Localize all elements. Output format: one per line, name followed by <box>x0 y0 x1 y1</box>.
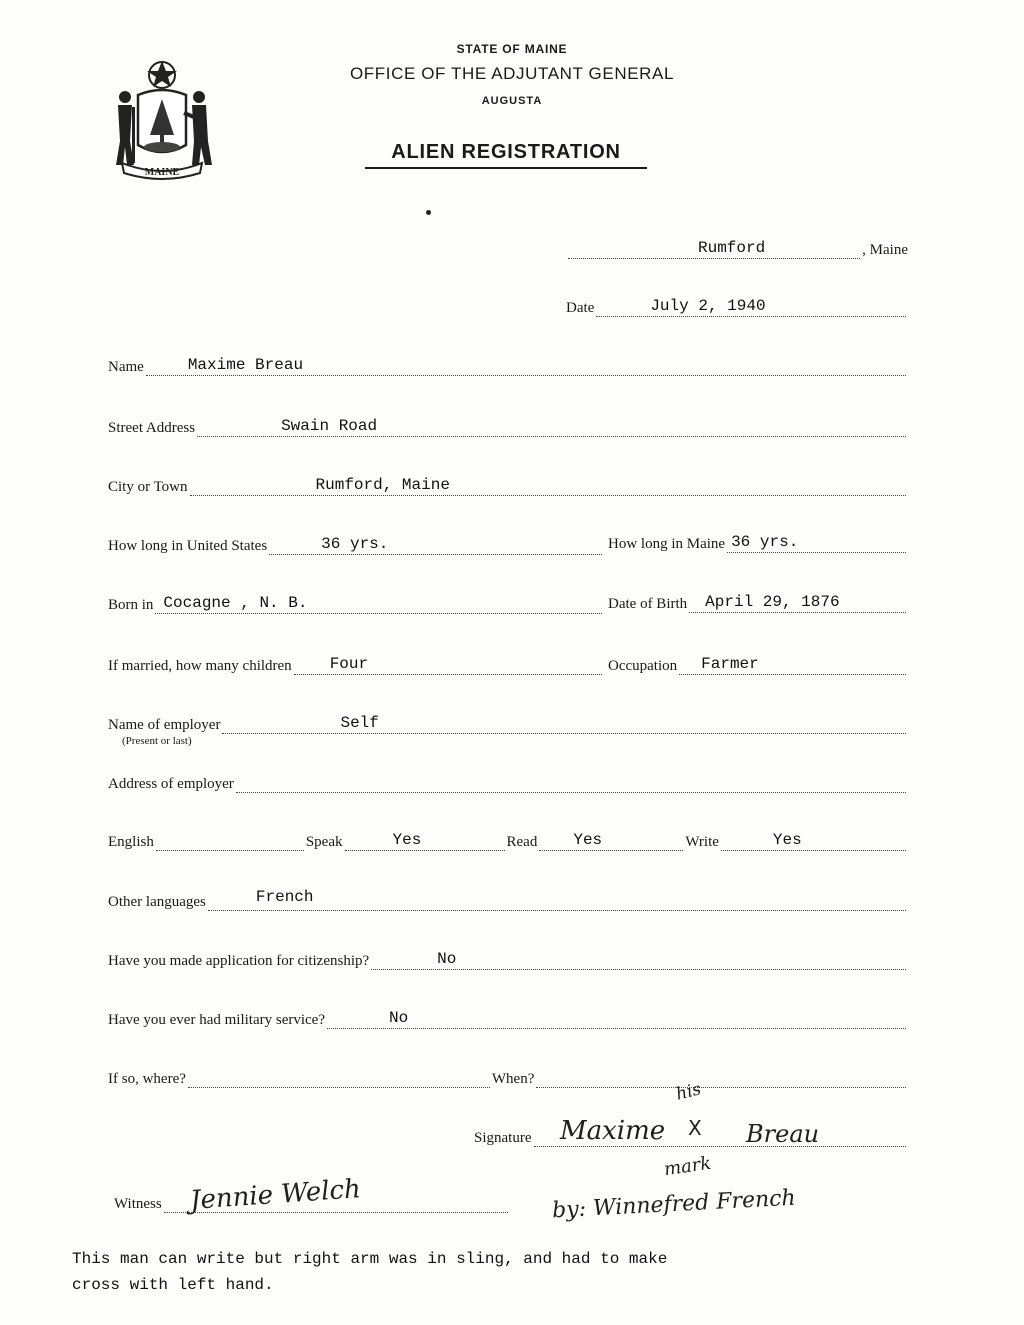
city-field[interactable] <box>190 475 906 496</box>
note-line-2: cross with left hand. <box>72 1276 274 1294</box>
name-label: Name <box>108 359 144 375</box>
town-field[interactable] <box>568 238 860 259</box>
dob-value: April 29, 1876 <box>705 593 840 611</box>
header-city: AUGUSTA <box>481 95 543 107</box>
city-row <box>108 475 908 496</box>
street-value: Swain Road <box>281 417 378 435</box>
stray-dot <box>426 210 431 215</box>
signature-first: Maxime <box>560 1116 666 1146</box>
where-row <box>108 1067 908 1088</box>
city-label: City or Town <box>108 479 188 495</box>
employer-address-row <box>108 772 908 793</box>
english-label: English <box>108 834 154 850</box>
me-duration-row <box>608 532 908 553</box>
street-label: Street Address <box>108 420 196 436</box>
signature-mark-word: mark <box>662 1152 713 1181</box>
languages-field[interactable] <box>208 890 906 911</box>
us-duration-label: How long in United States <box>108 538 268 554</box>
children-row <box>108 654 604 675</box>
occupation-value: Farmer <box>701 655 759 673</box>
speak-label: Speak <box>305 834 343 850</box>
when-field[interactable] <box>536 1067 906 1088</box>
street-field[interactable] <box>197 416 906 437</box>
speak-field[interactable] <box>345 830 505 851</box>
write-field[interactable] <box>721 830 906 851</box>
write-value: Yes <box>772 831 802 849</box>
read-label: Read <box>506 834 538 850</box>
city-value: Rumford, Maine <box>315 476 450 494</box>
citizenship-row <box>108 949 908 970</box>
witness-label: Witness <box>114 1196 162 1212</box>
name-value: Maxime Breau <box>187 356 304 374</box>
when-label: When? <box>491 1071 535 1087</box>
where-label: If so, where? <box>108 1071 186 1087</box>
witness-value: Jennie Welch <box>189 1174 362 1216</box>
me-duration-label: How long in Maine <box>608 536 726 552</box>
employer-address-label: Address of employer <box>108 776 234 792</box>
born-field[interactable] <box>155 593 602 614</box>
employer-value: Self <box>340 714 379 732</box>
employer-address-field[interactable] <box>236 772 906 793</box>
employer-row <box>108 713 908 734</box>
town-value: Rumford <box>698 239 766 257</box>
signature-label: Signature <box>474 1130 532 1146</box>
english-gap <box>156 830 304 851</box>
occupation-row <box>608 654 908 675</box>
employer-field[interactable] <box>222 713 906 734</box>
street-row <box>108 416 908 437</box>
children-label: If married, how many children <box>108 658 292 674</box>
us-duration-field[interactable] <box>269 534 602 555</box>
citizenship-value: No <box>437 950 457 968</box>
read-value: Yes <box>573 831 603 849</box>
employer-label: Name of employer <box>108 717 221 733</box>
me-duration-value: 36 yrs. <box>731 533 799 551</box>
speak-value: Yes <box>392 831 422 849</box>
children-value: Four <box>329 655 369 673</box>
citizenship-label: Have you made application for citizenship? <box>108 953 370 969</box>
born-row <box>108 593 604 614</box>
military-row <box>108 1008 908 1029</box>
military-field[interactable] <box>327 1008 906 1029</box>
date-value: July 2, 1940 <box>650 297 766 315</box>
signature-last: Breau <box>746 1120 820 1148</box>
place-row <box>566 238 908 259</box>
employer-sublabel: (Present or last) <box>122 735 192 747</box>
us-duration-row <box>108 534 604 555</box>
signature-by: by: Winnefred French <box>551 1185 797 1224</box>
citizenship-field[interactable] <box>371 949 906 970</box>
born-value: Cocagne , N. B. <box>163 594 308 612</box>
signature-cross-mark: X <box>688 1116 702 1140</box>
languages-value: French <box>255 888 314 906</box>
english-row <box>108 830 908 851</box>
note-line-1: This man can write but right arm was in sling, and had to make <box>72 1250 668 1268</box>
signature-his: his <box>673 1079 704 1105</box>
write-label: Write <box>685 834 719 850</box>
languages-row <box>108 890 908 911</box>
dob-label: Date of Birth <box>608 596 688 612</box>
dob-row <box>608 592 908 613</box>
date-label: Date <box>566 300 595 316</box>
occupation-label: Occupation <box>608 658 678 674</box>
me-duration-field[interactable] <box>727 532 906 553</box>
form-title: ALIEN REGISTRATION <box>365 141 647 169</box>
name-field[interactable] <box>146 355 906 376</box>
date-field[interactable] <box>596 296 906 317</box>
header-office: OFFICE OF THE ADJUTANT GENERAL <box>349 64 675 83</box>
children-field[interactable] <box>294 654 602 675</box>
date-row <box>566 296 908 317</box>
read-field[interactable] <box>539 830 683 851</box>
dob-field[interactable] <box>689 592 906 613</box>
us-duration-value: 36 yrs. <box>321 535 389 553</box>
military-label: Have you ever had military service? <box>108 1012 325 1028</box>
seal-text: MAINE <box>144 167 180 178</box>
header-state: STATE OF MAINE <box>456 42 568 56</box>
name-row <box>108 355 908 376</box>
where-field[interactable] <box>188 1067 490 1088</box>
born-label: Born in <box>108 597 154 613</box>
place-state-label: , Maine <box>862 242 908 258</box>
occupation-field[interactable] <box>679 654 906 675</box>
languages-label: Other languages <box>108 894 206 910</box>
military-value: No <box>389 1009 409 1027</box>
